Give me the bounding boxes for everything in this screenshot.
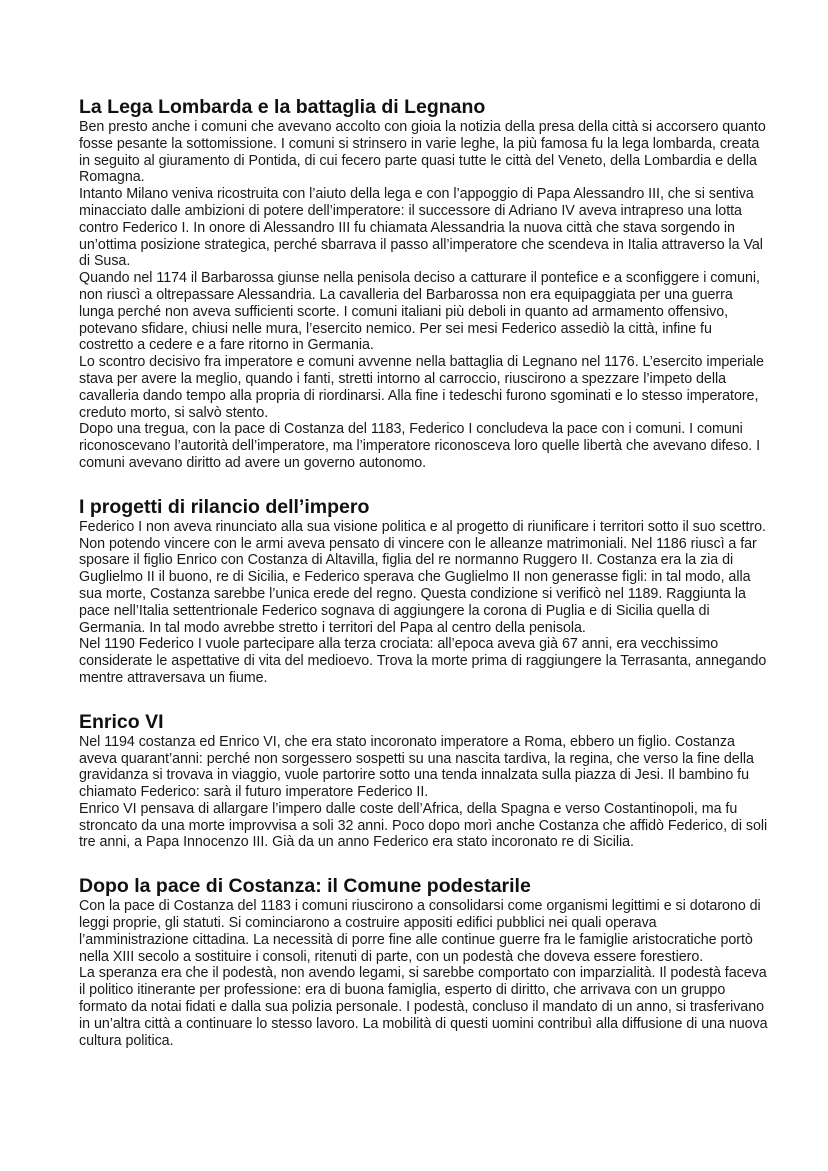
paragraph: Quando nel 1174 il Barbarossa giunse nella penisola deciso a catturare il pontefice e a sconfiggere i comuni, non riuscì a oltrepassare Alessandria. La cavalleria del Barbarossa non era equipaggiata per una guerra lunga perché non aveva sufficienti scorte. I comuni italiani più deboli in quanto ad armamento offensivo, potevano sfidare, chiusi nelle mura, l’esercito nemico. Per sei mesi Federico assediò la città, infine fu costretto a cedere e a fare ritorno in Germania. [79, 270, 760, 354]
paragraph: Ben presto anche i comuni che avevano accolto con gioia la notizia della presa della città si accorsero quanto fosse pesante la sottomissione. I comuni si strinsero in varie leghe, la più famosa fu la lega lombarda, creata in seguito al giuramento di Pontida, di cui fecero parte quasi tutte le città del Veneto, della Lombardia e della Romagna. [79, 119, 766, 186]
section-comune-podestarile [79, 874, 769, 1049]
section-title: Dopo la pace di Costanza: il Comune podestarile [79, 875, 531, 898]
section-title: Enrico VI [79, 710, 164, 733]
section-enrico-vi [79, 710, 769, 852]
paragraph: Federico I non aveva rinunciato alla sua visione politica e al progetto di riunificare i territori sotto il suo scettro. Non potendo vincere con le armi aveva pensato di vincere con le alleanze matrimoniali. Nel 1186 riuscì a far sposare il figlio Enrico con Costanza di Altavilla, figlia del re normanno Ruggero II. Costanza era la zia di Guglielmo II il buono, re di Sicilia, e Federico sperava che Guglielmo II non generasse figli: in tal modo, alla sua morte, Costanza sarebbe l’unica erede del regno. Questa condizione si verificò nel 1189. Raggiunta la pace nell’Italia settentrionale Federico sognava di aggiungere la corona di Puglia e di Sicilia quella di Germania. In tal modo avrebbe stretto i territori del Papa al centro della penisola. [79, 518, 766, 636]
paragraph: Lo scontro decisivo fra imperatore e comuni avvenne nella battaglia di Legnano nel 1176. L’esercito imperiale stava per avere la meglio, quando i fanti, stretti intorno al carroccio, riuscirono a spezzare l’impeto della cavalleria dando tempo alla propria di riordinarsi. Alla fine i tedeschi furono sgominati e lo stesso imperatore, creduto morto, si salvò stento. [79, 354, 764, 421]
paragraph: Enrico VI pensava di allargare l’impero dalle coste dell’Africa, della Spagna e verso Costantinopoli, ma fu stroncato da una morte improvvisa a soli 32 anni. Poco dopo morì anche Costanza che affidò Federico, di soli tre anni, a Papa Innocenzo III. Già da un anno Federico era stato incoronato re di Sicilia. [79, 800, 768, 851]
document-page [79, 95, 769, 1072]
section-title: I progetti di rilancio dell’impero [79, 495, 370, 518]
section-title: La Lega Lombarda e la battaglia di Legnano [79, 96, 486, 118]
section-lega-lombarda [79, 95, 769, 472]
paragraph: Con la pace di Costanza del 1183 i comuni riuscirono a consolidarsi come organismi legittimi e si dotarono di leggi proprie, gli statuti. Si cominciarono a costruire appositi edifici pubblici nei quali operava l’amministrazione cittadina. La necessità di porre fine alle continue guerre fra le famiglie aristocratiche portò nella XIII secolo a sostituire i consoli, ritenuti di parte, con un podestà che doveva essere forestiero. [79, 898, 761, 965]
paragraph: Nel 1194 costanza ed Enrico VI, che era stato incoronato imperatore a Roma, ebbero un figlio. Costanza aveva quarant’anni: perché non sorgessero sospetti su una nascita tardiva, la regina, che verso la fine della gravidanza si trovava in viaggio, vuole partorire sotto una tenda innalzata sulla piazza di Jesi. Il bambino fu chiamato Federico: sarà il futuro imperatore Federico II. [79, 733, 754, 801]
paragraph: Dopo una tregua, con la pace di Costanza del 1183, Federico I concludeva la pace con i comuni. I comuni riconoscevano l’autorità dell’imperatore, ma l’imperatore riconosceva loro quelle libertà che avevano difeso. I comuni avevano diritto ad avere un governo autonomo. [79, 421, 761, 471]
paragraph: Nel 1190 Federico I vuole partecipare alla terza crociata: all’epoca aveva già 67 anni, era vecchissimo considerate le aspettative di vita del medioevo. Trova la morte prima di raggiungere la Terrasanta, annegando mentre attraversava un fiume. [79, 636, 767, 686]
paragraph: Intanto Milano veniva ricostruita con l’aiuto della lega e con l’appoggio di Papa Alessandro III, che si sentiva minacciato dalle ambizioni di potere dell’imperatore: il successore di Adriano IV aveva intrapreso una lotta contro Federico I. In onore di Alessandro III fu chiamata Alessandria la nuova città che stava sorgendo in un’ottima posizione strategica, perché sbarrava il passo all’imperatore che scendeva in Italia attraverso la Val di Susa. [79, 186, 763, 270]
paragraph: La speranza era che il podestà, non avendo legami, si sarebbe comportato con imparzialità. Il podestà faceva il politico itinerante per professione: era di buona famiglia, esperto di diritto, che arrivava con un gruppo formato da notai fidati e dalla sua polizia personale. I podestà, concluso il mandato di un anno, si trasferivano in un’altra città a continuare lo stesso lavoro. La mobilità di questi uomini contribuì alla diffusione di una nuova cultura politica. [79, 965, 768, 1049]
section-progetti-impero [79, 495, 769, 687]
